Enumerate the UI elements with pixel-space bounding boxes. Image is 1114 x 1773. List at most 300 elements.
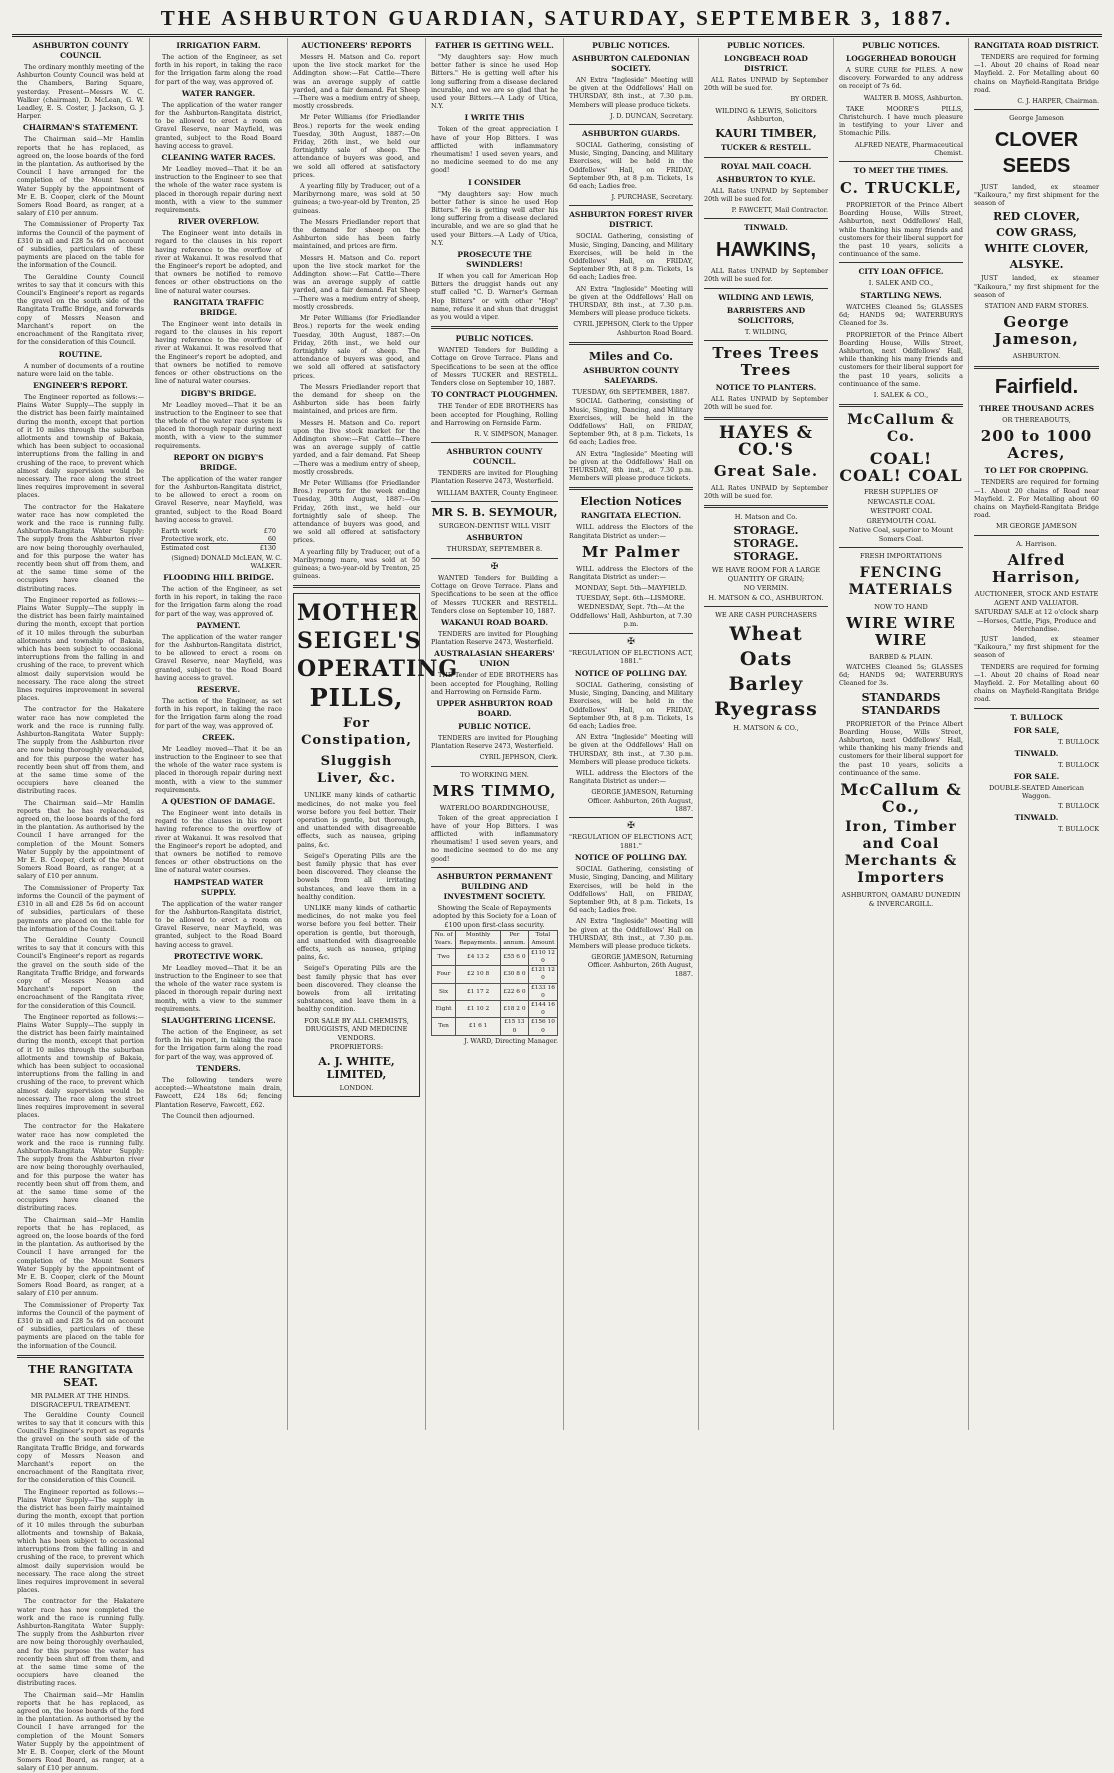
estimate-label-1: Earth work — [161, 526, 198, 535]
forest-river-paragraph-2: AN Extra "Ingleside" Meeting will be given at the Oddfellows' Hall on THURSDAY, 8th inst., at 7.30 p.m. Members will please produce tickets. — [569, 284, 693, 318]
for-sale-heading-2: FOR SALE. — [1013, 771, 1060, 781]
advert-proprietors-label: PROPRIETORS: — [329, 1043, 384, 1052]
upper-ashburton-heading: UPPER ASHBURTON ROAD BOARD. — [436, 698, 553, 718]
consider-paragraph: "My daughters say: How much better father is since he used Hop Bitters." He is getting well after his long suffering from a disease declared incurable, and we are so glad that he used your Bitters.—A Lady of Utica, N.Y. — [431, 189, 558, 247]
clover-paragraph: JUST landed, ex steamer "Kaikoura," my first shipment for the season of — [974, 182, 1099, 208]
loan-header-cell: No. of Years. — [432, 931, 456, 948]
fresh-supplies-line: FRESH SUPPLIES OF — [863, 488, 939, 497]
room-for-grain: WE HAVE ROOM FOR A LARGE QUANTITY OF GRAIN; — [711, 566, 821, 583]
meet-times-heading: TO MEET THE TIMES. — [853, 166, 949, 176]
newcastle-coal: NEWCASTLE COAL — [867, 497, 935, 506]
longbeach-heading: LONGBEACH ROAD DISTRICT. — [724, 54, 808, 73]
election-paragraph: WILL address the Electors of the Rangitata District as under:— — [569, 523, 693, 540]
mccallum-heading: McCallum & Co. — [847, 412, 955, 446]
table-cell: Ten — [432, 1018, 456, 1035]
chairman-paragraph-1-cont: The Chairman said—Mr Hamlin reports that he has replaced, as agreed on, the loose boards of the ford in the plantation. As authorised by the Council I have arranged for the completion of the Mount Somers Water Supply by the appointment of Mr E. B. Cooper, clerk of the Mount Somers Road Board, as ranger, at a salary of £10 per annum. — [17, 798, 144, 881]
divider — [431, 558, 558, 559]
polling-paragraph-5: AN Extra "Ingleside" Meeting will be given at the Oddfellows' Hall on THURSDAY, 8th inst., at 7.30 p.m. Members will please produce tickets. — [569, 917, 693, 950]
forest-river-paragraph: SOCIAL Gathering, consisting of Music, Singing, Dancing, and Military Exercises, will be held in the Oddfellows' Hall, on FRIDAY, September 9th, at 8 p.m. Tickets, 1s 6d each; Ladies free. — [569, 232, 693, 282]
auction-paragraph-2-cont-2: Mr Peter Williams (for Friedlander Bros.) reports for the week ending Tuesday, 30th August, 1887:—On Friday, 26th inst., we held our fortnightly sale of sheep. The attendance of buyers was good, and we sold all offered at satisfactory prices. — [293, 478, 420, 545]
slaughter-license-paragraph: The action of the Engineer, as set forth in his report, in taking the race for the Irrigation farm along the road for part of the way, was approved of. — [155, 1028, 282, 1061]
three-thousand-acres: THREE THOUSAND ACRES — [978, 403, 1095, 413]
advert-operating: OPERATING — [297, 656, 459, 683]
table-cell: £4 13 2 — [456, 948, 501, 965]
loan-table-header — [432, 931, 558, 948]
traffic-bridge-heading: RANGITATA TRAFFIC BRIDGE. — [173, 297, 264, 317]
divider — [569, 205, 693, 206]
to-let-cropping: TO LET FOR CROPPING. — [984, 466, 1089, 476]
rangitata-election-heading: RANGITATA ELECTION. — [580, 511, 682, 521]
engineer-paragraph-1-cont-2: The Engineer reported as follows:—Plains Water Supply—The supply in the district has been fairly maintained during the month, except that portion of it 10 miles through the suburban allotments and township of Bakaia, which has been subject to occasional interruptions from the falling in and crushing of the race, to prevent which almost daily supervision would be necessary. The race along the street lines requires improvement in several places. — [17, 1012, 144, 1120]
report-signature: (Signed) DONALD McLEAN, W. C. WALKER. — [171, 553, 282, 570]
water-ranger-paragraph: The application of the water ranger for the Ashburton-Rangitata district, to be allowed to erect a room on Gravel Reserve, near Mayfield, was granted, subject to the Road Board having access to gravel. — [155, 100, 282, 150]
newspaper-title: THE ASHBURTON GUARDIAN, SATURDAY, SEPTEMBER 3, 1887. — [160, 6, 954, 30]
column-2 — [150, 38, 288, 1430]
auction-paragraph-4-cont: The Messrs Friedlander report that the demand for sheep on the Ashburton side has been fairly maintained, and prices are firm. — [293, 382, 420, 416]
auction-paragraph-1-cont-2: Messrs H. Matson and Co. report upon the live stock market for the Addington show:—Fat Cattle—There was an average supply of cattle yarded, and a fair demand. Fat Sheep—There was a medium entry of sheep, mostly crossbreds. — [293, 418, 420, 476]
alsyke: ALSYKE. — [1009, 258, 1064, 272]
wheat-heading: Wheat — [729, 622, 803, 645]
crown-emblem-icon: ✠ — [627, 820, 635, 831]
divider — [431, 766, 558, 767]
branch-towns: ASHBURTON, OAMARU DUNEDIN & INVERCARGILL. — [841, 891, 961, 908]
public-notices-heading: PUBLIC NOTICES. — [592, 41, 670, 50]
divider — [839, 262, 963, 263]
moss-signature: WALTER B. MOSS, Ashburton. — [863, 93, 963, 102]
ploughing-tender-paragraph: TENDERS are invited for Ploughing Plantation Reserve 2473, Westerfield. — [431, 469, 558, 486]
advert-seigels: SEIGEL'S — [297, 628, 422, 655]
trees-heading: Trees Trees Trees — [712, 344, 820, 380]
white-clover: WHITE CLOVER, — [984, 242, 1089, 256]
harrison-heading: Alfred Harrison, — [992, 551, 1081, 587]
estimate-total-value: £130 — [259, 544, 276, 553]
chairman-paragraph-2-cont-2: The Commissioner of Property Tax informs the Council of the payment of £310 in all and £28 5s 6d on account of subsidies, particulars of these payments are placed on the table for the information of the Council. — [17, 1300, 144, 1350]
jameson-small-heading: George Jameson — [1009, 114, 1064, 123]
divider — [431, 501, 558, 502]
meeting-item: MONDAY, Sept. 5th—MAYFIELD. — [575, 584, 687, 593]
divider — [974, 708, 1099, 709]
barbed-plain: BARBED & PLAIN. — [869, 653, 933, 662]
station-farm-stores: STATION AND FARM STORES. — [984, 301, 1089, 310]
table-cell: £15 13 0 — [501, 1018, 529, 1035]
cleaning-races-paragraph: Mr Leadley moved—That it be an instruction to the Engineer to see that the whole of the water race system is placed in thorough repair during next month, with a view to the summer requirements. — [155, 165, 282, 215]
meeting-item: WEDNESDAY, Sept. 7th—At the Oddfellows' Hall, Ashburton, at 7.30 p.m. — [570, 603, 692, 629]
chairman-paragraph-3-cont: The Geraldine County Council writes to say that it concurs with this Council's Engineer's report as regards the gravel on the south side of the Rangitata Traffic Bridge, and forwards copy of Messrs Neason and Marchant's report on the encroachment of the Rangitata river, for the consideration of this Council. — [17, 935, 144, 1010]
seat-paragraph-4: The Chairman said—Mr Hamlin reports that he has replaced, as agreed on, the loose boards of the ford in the plantation. As authorised by the Council I have arranged for the completion of the Mount Somers Water Supply by the appointment of Mr E. B. Cooper, clerk of the Mount Somers Road Board, as ranger, at a salary of £10 per annum. — [17, 1690, 144, 1773]
shearers-union-heading: AUSTRALASIAN SHEARERS' UNION — [434, 649, 555, 669]
public-notices-heading: PUBLIC NOTICES. — [727, 41, 805, 50]
mail-contractor-signature: P. FAWCETT, Mail Contractor. — [731, 206, 828, 215]
advert-mother: MOTHER — [297, 600, 419, 627]
westport-coal: WESTPORT COAL — [870, 507, 932, 516]
ward-signature: J. WARD, Directing Manager. — [464, 1036, 558, 1045]
table-cell: Two — [432, 948, 456, 965]
miles-heading: Miles and Co. — [589, 349, 673, 363]
estimate-value-1: £70 — [263, 526, 276, 535]
hampstead-heading: HAMPSTEAD WATER SUPPLY. — [173, 877, 264, 897]
irrigation-farm-heading: IRRIGATION FARM. — [176, 41, 261, 50]
coach-paragraph: ALL Rates UNPAID by September 20th will be sued for. — [704, 186, 828, 203]
great-sale-heading: Great Sale. — [713, 461, 819, 480]
saturday-sale: SATURDAY SALE at 12 o'clock sharp —Horses, Cattle, Pigs, Produce and Merchandise. — [974, 608, 1099, 634]
wilding-lewis-line: WILDING & LEWIS, Solicitors Ashburton, — [715, 106, 817, 124]
palmer-paragraph: WILL address the Electors of the Rangitata District as under:— — [569, 564, 693, 582]
cow-grass: COW GRASS, — [996, 226, 1077, 240]
table-cell: £1 17 2 — [456, 983, 501, 1000]
hawkins-paragraph: ALL Rates UNPAID by September 20th will be sued for. — [704, 267, 828, 284]
city-loan-heading: CITY LOAN OFFICE. — [858, 267, 944, 277]
barley-heading: Barley — [728, 672, 804, 695]
county-engineer-signature: WILLIAM BAXTER, County Engineer. — [436, 488, 558, 497]
county-council-notice-heading: ASHBURTON COUNTY COUNCIL. — [446, 447, 543, 467]
i-write-this-heading: I WRITE THIS — [464, 113, 525, 123]
bullock-signature: T. BULLOCK — [1058, 825, 1099, 834]
table-cell: £30 8 0 — [501, 966, 529, 983]
regulation-act-heading-2: "REGULATION OF ELECTIONS ACT, 1881." — [569, 833, 693, 850]
divider — [704, 288, 828, 289]
standards-paragraph: PROPRIETOR of the Prince Albert Boarding House, Wills Street, Ashburton, next Oddfellows' Hall, while thanking his many friends and customers for their liberal support for the past 10 years, solicits a continuance of the same. — [839, 719, 963, 777]
divider — [839, 404, 963, 407]
column-1-body — [17, 596, 144, 1350]
divider — [704, 505, 828, 508]
auction-paragraph-3: A yearling filly by Traducer, out of a Maribyrnong mare, was sold at 50 guineas; a two-year-old by Trenton, 25 guineas. — [293, 182, 420, 215]
mccallum-co-heading: McCallum & Co., — [840, 780, 962, 817]
table-cell: Eight — [432, 1000, 456, 1017]
column-6 — [699, 38, 834, 1430]
tenders-heading: TENDERS. — [196, 1063, 241, 1073]
divider — [704, 606, 828, 607]
bullock-signature: T. BULLOCK — [1058, 801, 1099, 810]
prosecute-paragraph: If when you call for American Hop Bitters the druggist hands out any stuff called "C. D. Warner's German Hop Bitters" or with other "Hop" name, refuse it and shun that druggist as you would a viper. — [431, 272, 558, 322]
divider — [704, 218, 828, 219]
engineer-paragraph-2-cont-2: The contractor for the Hakatere water race has now completed the work and the race is running fully. Ashburton-Rangitata Water Supply: The supply from the Ashburton river are now being thoroughly overhauled, and for this purpose the water has recently been shut off from them, and at the same time some of the occupiers have cleaned the distributing races. — [17, 1122, 144, 1213]
routine-paragraph: A number of documents of a routine nature were laid on the table. — [17, 361, 144, 378]
returning-officer-signature-2: GEORGE JAMESON, Returning Officer. Ashburton, 26th August, 1887. — [587, 953, 693, 978]
truckle-paragraph-2: PROPRIETOR of the Prince Albert Boarding House, Wills Street, Ashburton, next Oddfellows' Hall, while thanking his many friends and customers for their liberal support for the past 10 years, solicits a continuance of the same. — [839, 330, 963, 388]
table-row — [432, 966, 558, 983]
table-cell: Four — [432, 966, 456, 983]
chairman-paragraph-3: The Geraldine County Council writes to say that it concurs with this Council's Engineer's report as regards the gravel on the south side of the Rangitata Traffic Bridge, and forwards copy of Messrs Neason and Marchant's report on the encroachment of the Rangitata river, for the consideration of this Council. — [17, 272, 144, 347]
fairfield-heading: Fairfield. — [994, 375, 1079, 398]
table-cell: £2 10 8 — [456, 966, 501, 983]
native-coal: Native Coal, superior to Mount Somers Coal. — [848, 526, 954, 543]
divider — [704, 417, 828, 420]
reserve-paragraph: The action of the Engineer, as set forth in his report, in taking the race for the Irrigation farm along the road for part of the way, was approved of. — [155, 696, 282, 730]
father-getting-well-heading: FATHER IS GETTING WELL. — [435, 41, 554, 50]
seat-paragraph-1: The Geraldine County Council writes to say that it concurs with this Council's Engineer's report as regards the gravel on the south side of the Rangitata Traffic Bridge, and forwards copy of Messrs Neason and Marchant's report on the encroachment of the Rangitata river, for the consideration of this Council. — [17, 1410, 144, 1485]
dentist-date: THURSDAY, SEPTEMBER 8. — [446, 545, 543, 554]
forest-river-heading: ASHBURTON FOREST RIVER DISTRICT. — [569, 210, 693, 230]
polling-paragraph-3: WILL address the Electors of the Rangitata District as under:— — [569, 768, 693, 786]
matson-ashburton: H. MATSON & CO., ASHBURTON. — [708, 593, 824, 602]
matson-line: H. Matson and Co. — [734, 512, 798, 521]
estimate-total-label: Estimated cost — [161, 544, 210, 553]
estimate-row-2 — [161, 535, 276, 543]
salek-line: I. SALEK AND CO., — [868, 279, 934, 288]
waterloo-heading: WATERLOO BOARDINGHOUSE, — [439, 804, 550, 813]
mrs-timmo: MRS TIMMO, — [432, 782, 557, 801]
engineer-paragraph-2-cont: The contractor for the Hakatere water race has now completed the work and the race is running fully. Ashburton-Rangitata Water Supply: The supply from the Ashburton river are now being thoroughly overhauled, and for this purpose the water has recently been shut off from them, and at the same time some of the occupiers have cleaned the distributing races. — [17, 705, 144, 796]
court-notice-paragraph: WANTED Tenders for Building a Cottage on Grove Terrace. Plans and Specifications to be seen at the office of Messrs TUCKER and RESTELL. Tenders close on September 10, 1887. — [431, 573, 558, 615]
bullock-heading: T. BULLOCK — [1010, 712, 1063, 722]
greymouth-coal: GREYMOUTH COAL — [866, 516, 936, 525]
coal-heading: COAL! COAL! COAL — [839, 449, 963, 486]
working-men-heading: TO WORKING MEN. — [460, 770, 529, 779]
harrison-small: A. Harrison. — [1016, 539, 1057, 548]
dentist-visit: SURGEON-DENTIST WILL VISIT — [438, 521, 551, 530]
forest-river-signature: CYRIL JEPHSON, Clerk to the Upper Ashburton Road Board. — [573, 320, 693, 337]
bullock-signature: T. BULLOCK — [1058, 760, 1099, 769]
dentist-name: MR S. B. SEYMOUR, — [431, 505, 558, 519]
auction-paragraph-4: The Messrs Friedlander report that the demand for sheep on the Ashburton side has been fairly maintained, and prices are firm. — [293, 217, 420, 251]
jephson-signature: CYRIL JEPHSON, Clerk. — [479, 753, 558, 762]
mr-jameson-line: MR GEORGE JAMESON — [995, 522, 1078, 531]
council-intro: The ordinary monthly meeting of the Ashburton County Council was held at the Chambers, Baring Square, yesterday. Present—Messrs W. C. Walker (chairman), D. McLean, G. W. Leadley, E. S. Coster, J. Jackson, G. J. Harper. — [17, 63, 144, 121]
chairman-statement-heading: CHAIRMAN'S STATEMENT. — [22, 123, 139, 133]
moores-pills-paragraph: TAKE MOORE'S PILLS, Christchurch. I have much pleasure in testifying to your Liver and Stomachic Pills. — [839, 104, 963, 138]
hayes-paragraph: ALL Rates UNPAID by September 20th will be sued for. — [704, 483, 828, 500]
polling-paragraph-4: SOCIAL Gathering, consisting of Music, Singing, Dancing, and Military Exercises, will be held in the Oddfellows' Hall, on FRIDAY, September 9th, at 8 p.m. Tickets, 1s 6d each; Ladies free. — [569, 865, 693, 915]
table-row — [432, 948, 558, 965]
advert-paragraph-1: UNLIKE many kinds of cathartic medicines, do not make you feel worse before you feel better. Their operation is gentle, but thorough, and unattended with disagreeable effects, such as nausea, griping pains, &c. — [297, 791, 416, 849]
divider — [431, 442, 558, 443]
timmo-paragraph: Token of the great appreciation I have of your Hop Bitters. I was afflicted with inflammatory rheumatism! I used seven years, and no medicine seemed to do me any good! — [431, 813, 558, 863]
harrison-paragraph: JUST landed, ex steamer "Kaikoura," my first shipment for the season of — [974, 634, 1099, 660]
divider — [974, 535, 1099, 536]
royal-mail-heading: ROYAL MAIL COACH. — [720, 161, 812, 171]
cash-purchasers: WE ARE CASH PURCHASERS — [715, 611, 817, 620]
guards-signature: J. PURCHASE, Secretary. — [611, 193, 693, 202]
auction-paragraph-3-cont: A yearling filly by Traducer, out of a Maribyrnong mare, was sold at 50 guineas; a two-year-old by Trenton, 25 guineas. — [293, 547, 420, 581]
jameson-town: ASHBURTON. — [1012, 352, 1061, 361]
county-council-heading: ASHBURTON COUNTY COUNCIL — [32, 41, 129, 60]
advert-paragraph-1-repeat: UNLIKE many kinds of cathartic medicines, do not make you feel worse before you feel better. Their operation is gentle, but thorough, and unattended with disagreeable effects, such as nausea, griping pains, &c. — [297, 904, 416, 962]
digbys-bridge-paragraph: Mr Leadley moved—That it be an instruction to the Engineer to see that the whole of the water race system is placed in thorough repair during next month, with a view to the summer requirements. — [155, 400, 282, 450]
advert-paragraph-2: Seigel's Operating Pills are the best family physic that has ever been discovered. They cleanse the bowels from all irritating substances, and leave them in a healthy condition. — [297, 851, 416, 901]
harrison-title: AUCTIONEER, STOCK AND ESTATE AGENT AND VALUATOR. — [974, 590, 1099, 607]
kyle-route-heading: ASHBURTON TO KYLE. — [716, 174, 816, 184]
auction-paragraph-1: Messrs H. Matson and Co. report upon the live stock market for the Addington show:—Fat Cattle—There was an average supply of cattle yarded, and a fair demand. Fat Sheep—There was a medium entry of sheep, mostly crossbreds. — [293, 53, 420, 111]
guards-heading: ASHBURTON GUARDS. — [582, 129, 680, 139]
table-row — [432, 1018, 558, 1035]
table-cell: £22 6 0 — [501, 983, 529, 1000]
water-ranger-heading: WATER RANGER. — [181, 88, 256, 98]
startling-news-heading: STARTLING NEWS. — [860, 290, 942, 300]
t-wilding-line: T. WILDING, — [744, 327, 788, 336]
column-8 — [969, 38, 1104, 1430]
crown-emblem-icon: ✠ — [490, 561, 499, 572]
tinwald-heading: TINWALD. — [744, 223, 788, 233]
public-notices-heading: PUBLIC NOTICES. — [862, 41, 940, 50]
advert-sale-line: FOR SALE BY ALL CHEMISTS, DRUGGISTS, AND MEDICINE VENDORS. — [304, 1016, 409, 1042]
divider — [17, 1355, 144, 1358]
divider — [569, 487, 693, 490]
watches-paragraph: WATCHES Cleaned 5s; GLASSES 6d; HANDS 9d; WATERBURYS Cleaned for 3s. — [839, 302, 963, 328]
column-1 — [12, 38, 150, 1773]
divider — [704, 157, 828, 158]
clover-paragraph-2: JUST landed, ex steamer "Kaikoura," my first shipment for the season of — [974, 274, 1099, 299]
caledonian-paragraph: AN Extra "Ingleside" Meeting will be given at the Oddfellows' Hall on THURSDAY, 8th inst., at 7.30 p.m. Members will please produce tickets. — [569, 76, 693, 109]
column-7 — [834, 38, 969, 1430]
damage-paragraph: The Engineer went into details in regard to the clauses in his report having reference to the overflow of river at Wakanui. It was resolved that the Engineer's report be adopted, and that owners be notified to remove fences or other obstructions on the line of natural water courses. — [155, 809, 282, 875]
tenders-cottage: WANTED Tenders for Building a Cottage on Grove Terrace. Plans and Specifications to be seen at the office of Messrs TUCKER and RESTELL. Tenders close on September 10, 1887. — [431, 346, 558, 388]
shearers-paragraph: THE Tender of EDE BROTHERS has been accepted for Ploughing, Rolling and Harrowing on Fernside Farm. — [431, 671, 558, 696]
dentist-town: ASHBURTON — [466, 533, 523, 543]
chairman-paragraph-1-cont-2: The Chairman said—Mr Hamlin reports that he has replaced, as agreed on, the loose boards of the ford in the plantation. As authorised by the Council I have arranged for the completion of the Mount Somers Water Supply by the appointment of Mr E. B. Cooper, clerk of the Mount Somers Road Board, as ranger, at a salary of £10 per annum. — [17, 1215, 144, 1298]
divider — [569, 633, 693, 634]
table-cell: Six — [432, 983, 456, 1000]
longbeach-paragraph: ALL Rates UNPAID by September 20th will be sued for. — [704, 76, 828, 93]
loan-header-cell: Monthly Repayments. — [456, 931, 501, 948]
regulation-act-heading: "REGULATION OF ELECTIONS ACT, 1881." — [569, 648, 693, 666]
advert-paragraph-2-repeat: Seigel's Operating Pills are the best family physic that has ever been discovered. They cleanse the bowels from all irritating substances, and leave them in a healthy condition. — [297, 964, 416, 1014]
clover-seeds-heading: CLOVER SEEDS — [994, 128, 1079, 177]
adjourned-paragraph: The Council then adjourned. — [162, 1111, 255, 1120]
table-cell: £144 16 0 — [528, 1000, 557, 1017]
report-digbys-paragraph: The application of the water ranger for the Ashburton-Rangitata district, to be allowed to erect a room on Gravel Reserve, near Mayfield, was granted, subject to the Road Board having access to gravel. — [155, 474, 282, 524]
engineer-paragraph-1: The Engineer reported as follows:—Plains Water Supply—The supply in the district has been fairly maintained during the month, except that portion of it 10 miles through the suburban allotments and township of Bakaia, which has been subject to occasional interruptions from the falling in and crushing of the race, to prevent which almost daily supervision would be necessary. The race along the street lines requires improvement in several places. — [17, 392, 144, 500]
harrison-paragraph-2: TENDERS are required for forming—1. About 20 chains of Road near Mayfield. 2. For Metalling about 60 chains on Mayfield-Rangitata Bridge road. — [974, 662, 1099, 704]
chairman-paragraph-2: The Commissioner of Property Tax informs the Council of the payment of £310 in all and £28 5s 6d on account of subsidies, particulars of these payments are placed on the table for the information of the Council. — [17, 220, 144, 270]
father-paragraph: "My daughters say: How much better father is since he used Hop Bitters." He is getting well after his long suffering from a disease declared incurable, and we are so glad that he used your Bitters.—A Lady of Utica, N.Y. — [431, 53, 558, 111]
planters-notice-heading: NOTICE TO PLANTERS. — [715, 383, 817, 393]
rangitata-seat-body — [17, 1411, 144, 1773]
polling-paragraph-2: AN Extra "Ingleside" Meeting will be given at the Oddfellows' Hall on THURSDAY, 8th inst., at 7.30 p.m. Members will please produce tickets. — [569, 733, 693, 766]
waggon-line: DOUBLE-SEATED American Waggon. — [988, 783, 1084, 801]
public-notices-heading: PUBLIC NOTICES. — [455, 334, 534, 344]
public-notice-heading: PUBLIC NOTICE. — [458, 721, 531, 731]
loan-header-cell: Per annum. — [501, 931, 529, 948]
table-cell: £121 12 0 — [528, 966, 557, 983]
write-paragraph: Token of the great appreciation I have of your Hop Bitters. I was afflicted with inflammatory rheumatism! I used seven years, and no medicine seemed to do me any good! — [431, 125, 558, 175]
traffic-bridge-paragraph: The Engineer went into details in regard to the clauses in his report having reference to the overflow of river at Wakanui. It was resolved that the Engineer's report be adopted, and that owners be notified to remove fences or other obstructions on the line of natural water courses. — [155, 319, 282, 386]
ryegrass-heading: Ryegrass — [714, 697, 818, 720]
wakanui-paragraph: TENDERS are invited for Ploughing Plantation Reserve 2473, Westerfield. — [431, 629, 558, 647]
prosecute-heading: PROSECUTE THE SWINDLERS! — [457, 250, 532, 270]
truckle-heading: C. TRUCKLE, — [839, 179, 962, 198]
reserve-heading: RESERVE. — [196, 684, 241, 694]
meeting-item: TUESDAY, Sept. 6th—LISMORE. — [576, 593, 686, 602]
divider — [431, 326, 558, 329]
barristers-heading: BARRISTERS AND SOLICITORS, — [726, 305, 806, 325]
public-notice-paragraph: TENDERS are invited for Ploughing Plantation Reserve 2473, Westerfield. — [431, 733, 558, 751]
creek-heading: CREEK. — [202, 732, 235, 742]
salek-signoff: I. SALEK & CO., — [873, 390, 929, 399]
fairfield-paragraph: TENDERS are required for forming—1. About 20 chains of Road near Mayfield. 2. For Metalling about 60 chains on Mayfield-Rangitata Bridge road. — [974, 478, 1099, 520]
table-row — [432, 983, 558, 1000]
damage-heading: A QUESTION OF DAMAGE. — [161, 797, 276, 807]
table-cell: £1 10 2 — [456, 1000, 501, 1017]
advert-proprietor-name: A. J. WHITE, LIMITED, — [318, 1054, 395, 1081]
saleyards-paragraph: SOCIAL Gathering, consisting of Music, Singing, Dancing, and Military Exercises, will be held in the Oddfellows' Hall, on FRIDAY, September 9th, at 8 p.m. Tickets, 1s 6d each; Ladies free. — [569, 397, 693, 447]
truckle-paragraph: PROPRIETOR of the Prince Albert Boarding House, Wills Street, Ashburton, next Oddfellows' Hall, while thanking his many friends and customers for their liberal support for the past 10 years, solicits a continuance of the same. — [839, 201, 963, 259]
polling-day-heading: NOTICE OF POLLING DAY. — [574, 668, 688, 678]
i-consider-heading: I CONSIDER — [468, 177, 521, 187]
tenders-paragraph: The following tenders were accepted:—Wheatstone main drain, Fawcett, £24 18s 6d; fencing Plantation Reserve, Fawcett, £62. — [155, 1075, 282, 1109]
river-overflow-heading: RIVER OVERFLOW. — [177, 217, 260, 227]
building-society-heading: ASHBURTON PERMANENT BUILDING AND INVESTMENT SOCIETY. — [436, 871, 553, 901]
estimate-label-2: Protective work, etc. — [161, 535, 229, 544]
table-cell: £18 2 0 — [501, 1000, 529, 1017]
column-5 — [564, 38, 699, 1430]
chairman-paragraph-2-cont: The Commissioner of Property Tax informs the Council of the payment of £310 in all and £28 5s 6d on account of subsidies, particulars of these payments are placed on the table for the information of the Council. — [17, 883, 144, 933]
guards-paragraph: SOCIAL Gathering, consisting of Music, Singing, Dancing, and Military Exercises, will be held in the Oddfellows' Hall, on FRIDAY, September 9th, at 8 p.m. Tickets, 1s 6d each; Ladies free. — [569, 141, 693, 191]
rangitata-road-heading: RANGITATA ROAD DISTRICT. — [974, 41, 1099, 50]
protective-work-heading: PROTECTIVE WORK. — [173, 951, 264, 961]
auctioneers-heading: AUCTIONEERS' REPORTS — [301, 41, 412, 50]
divider — [839, 547, 963, 548]
advert-sluggish-liver: Sluggish Liver, &c. — [316, 754, 397, 787]
divider — [569, 817, 693, 818]
report-digbys-heading: REPORT ON DIGBY'S BRIDGE. — [173, 452, 264, 472]
payment-paragraph: The application of the water ranger for the Ashburton-Rangitata district, to be allowed to erect a room on Gravel Reserve, near Mayfield, was granted, subject to the Road Board having access to gravel. — [155, 632, 282, 682]
divider — [704, 340, 828, 341]
estimate-block — [155, 527, 282, 553]
loan-table — [431, 930, 558, 1035]
auction-paragraph-1-cont: Messrs H. Matson and Co. report upon the live stock market for the Addington show:—Fat Cattle—There was an average supply of cattle yarded, and a fair demand. Fat Sheep—There was a medium entry of sheep, mostly crossbreds. — [293, 253, 420, 311]
polling-paragraph: SOCIAL Gathering, consisting of Music, Singing, Dancing, and Military Exercises, will be held in the Oddfellows' Hall, on FRIDAY, September 9th, at 8 p.m. Tickets, 1s 6d each; Ladies free. — [569, 680, 693, 730]
masthead — [12, 6, 1102, 37]
column-4 — [426, 38, 564, 1430]
acres-range-heading: 200 to 1000 Acres, — [980, 427, 1093, 463]
wilding-lewis-heading: WILDING AND LEWIS, — [718, 292, 814, 302]
irrigation-paragraph: The action of the Engineer, as set forth in his report, in taking the race for the Irrigation farm along the road for part of the way, was approved of. — [155, 53, 282, 86]
engineer-paragraph-1-cont: The Engineer reported as follows:—Plains Water Supply—The supply in the district has been fairly maintained during the month, except that portion of it 10 miles through the suburban allotments and township of Bakaia, which has been subject to occasional interruptions from the falling in and crushing of the race, to prevent which almost daily supervision would be necessary. The race along the street lines requires improvement in several places. — [17, 595, 144, 703]
slaughter-license-heading: SLAUGHTERING LICENSE. — [161, 1016, 276, 1026]
hawkins-heading: HAWKINS, — [716, 239, 816, 262]
oats-heading: Oats — [739, 647, 793, 670]
chairman-paragraph-1: The Chairman said—Mr Hamlin reports that he has replaced, as agreed on, the loose boards of the ford in the plantation. As authorised by the Council I have arranged for the completion of the Mount Somers Water Supply by the appointment of Mr E. B. Cooper, clerk of the Mount Somers Road Board, as ranger, at a salary of £10 per annum. — [17, 135, 144, 218]
fencing-materials-heading: FENCING MATERIALS — [848, 564, 954, 598]
divider — [569, 124, 693, 125]
borough-heading: LOGGERHEAD BOROUGH — [845, 54, 957, 63]
no-vermin: NO VERMIN. — [743, 584, 789, 593]
jameson-heading: George Jameson, — [994, 313, 1079, 349]
matson-signoff: H. MATSON & CO., — [733, 723, 799, 732]
tinwald-heading-2: TINWALD. — [1014, 813, 1059, 823]
table-row — [432, 1000, 558, 1017]
returning-officer-signature: GEORGE JAMESON, Returning Officer. Ashburton, 26th August, 1887. — [587, 788, 693, 813]
saleyards-date: TUESDAY, 6th SEPTEMBER, 1887. — [572, 387, 690, 396]
routine-heading: ROUTINE. — [58, 349, 103, 359]
advert-pills: PILLS, — [309, 683, 404, 713]
crown-emblem-icon: ✠ — [627, 636, 635, 647]
palmer-hinds-subheading: MR PALMER AT THE HINDS. — [30, 1391, 131, 1400]
longbeach-signature: BY ORDER. — [790, 95, 828, 104]
loan-header-cell: Total Amount — [528, 931, 557, 948]
ploughmen-heading: TO CONTRACT PLOUGHMEN. — [431, 390, 558, 400]
divider — [839, 161, 963, 162]
hayes-heading: HAYES & CO.'S — [718, 422, 814, 460]
wire-heading: WIRE WIRE WIRE — [846, 614, 956, 650]
flooding-bridge-paragraph: The action of the Engineer, as set forth in his report, in taking the race for the Irrigation farm along the road for part of the way, was approved of. — [155, 584, 282, 618]
piles-cure-paragraph: A SURE CURE for PILES. A new discovery. Forwarded to any address on receipt of 7s 6d. — [839, 66, 963, 91]
auction-paragraph-2-cont: Mr Peter Williams (for Friedlander Bros.) reports for the week ending Tuesday, 30th August, 1887:—On Friday, 26th inst., we held our fortnightly sale of sheep. The attendance of buyers was good, and we sold all offered at satisfactory prices. — [293, 314, 420, 380]
ploughmen-paragraph: THE Tender of EDE BROTHERS has been accepted for Ploughing, Rolling and Harrowing on Fernside Farm. — [431, 402, 558, 427]
loan-table-caption: Showing the Scale of Repayments adopted by this Society for a Loan of £100 upon first-class security. — [432, 903, 557, 929]
tucker-restell-heading: TUCKER & RESTELL. — [720, 142, 812, 152]
payment-heading: PAYMENT. — [196, 620, 241, 630]
divider — [569, 342, 693, 345]
wakanui-heading: WAKANUI ROAD BOARD. — [441, 617, 548, 627]
now-to-hand: NOW TO HAND — [874, 602, 928, 611]
protective-work-paragraph: Mr Leadley moved—That it be an instruction to the Engineer to see that the whole of the water race system is placed in thorough repair during next month, with a view to the summer requirements. — [155, 963, 282, 1013]
election-notices-heading: Election Notices — [580, 495, 682, 509]
fresh-importations: FRESH IMPORTATIONS — [860, 552, 942, 561]
seat-paragraph-2: The Engineer reported as follows:—Plains Water Supply—The supply in the district has been fairly maintained during the month, except that portion of it 10 miles through the suburban allotments and township of Bakaia, which has been subject to occasional interruptions from the falling in and crushing of the race, to prevent which almost daily supervision would be necessary. The race along the street lines requires improvement in several places. — [17, 1487, 144, 1595]
or-thereabouts: OR THEREABOUTS, — [1002, 415, 1071, 424]
river-overflow-paragraph: The Engineer went into details in regard to the clauses in his report having reference to the overflow of river at Wakanui. It was resolved that the Engineer's report be adopted, and that owners be notified to remove fences or other obstructions on the line of natural water courses. — [155, 229, 282, 295]
